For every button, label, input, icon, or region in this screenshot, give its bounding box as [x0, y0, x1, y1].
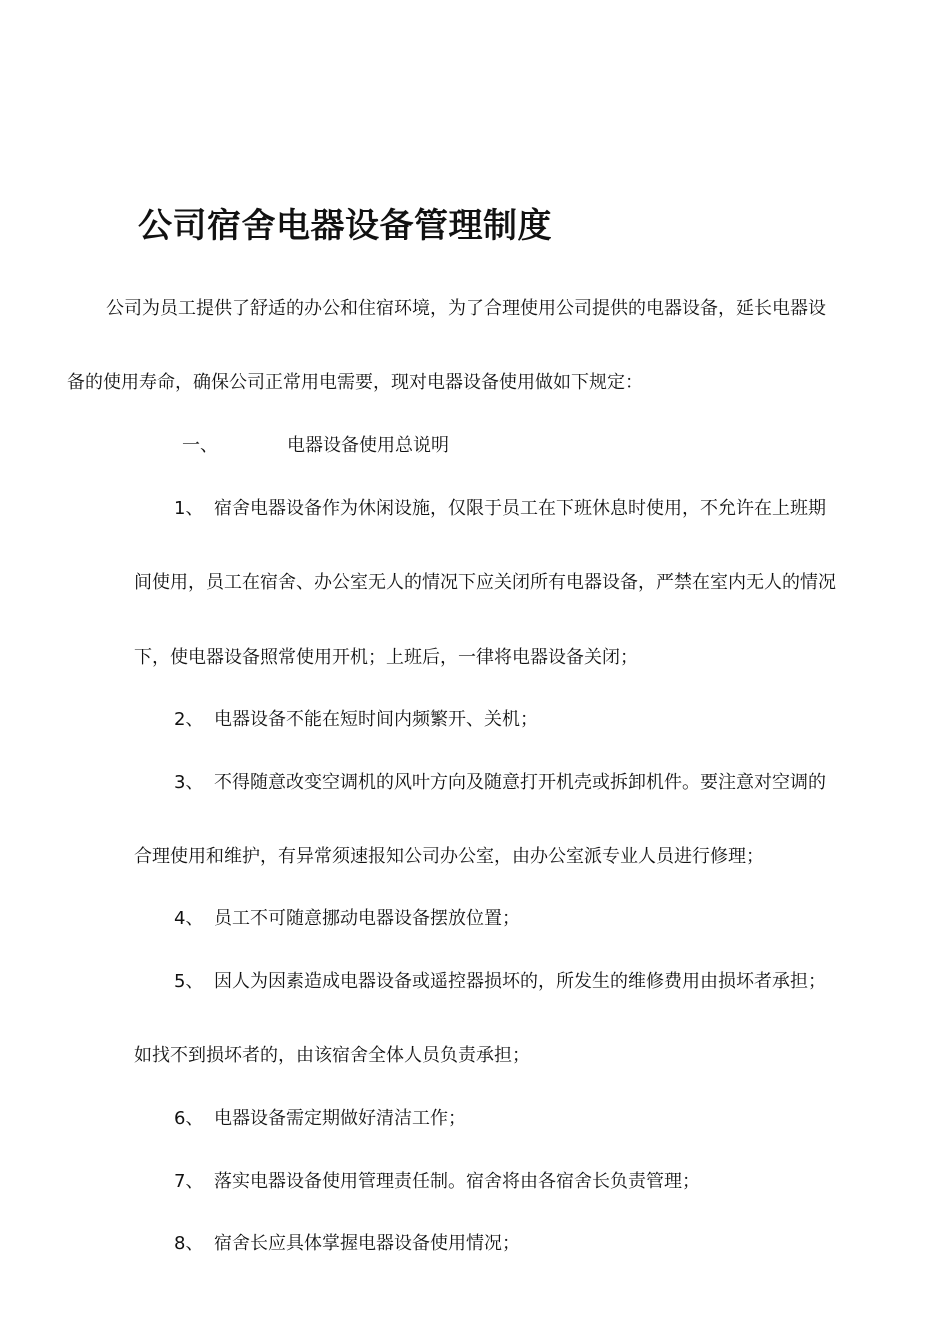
item-number: 3、 [174, 772, 204, 793]
item-line: 电器设备需定期做好清洁工作； [214, 1108, 466, 1129]
item-line: 合理使用和维护，有异常须速报知公司办公室，由办公室派专业人员进行修理； [134, 846, 764, 867]
section-heading: 电器设备使用总说明 [287, 435, 449, 456]
item-number: 8、 [174, 1233, 204, 1254]
item-line: 宿舍长应具体掌握电器设备使用情况； [214, 1233, 520, 1254]
item-line: 电器设备不能在短时间内频繁开、关机； [214, 709, 538, 730]
intro-line-2: 备的使用寿命，确保公司正常用电需要，现对电器设备使用做如下规定： [67, 372, 643, 393]
intro-line-1: 公司为员工提供了舒适的办公和住宿环境，为了合理使用公司提供的电器设备，延长电器设 [106, 298, 826, 319]
item-line: 落实电器设备使用管理责任制。宿舍将由各宿舍长负责管理； [214, 1171, 700, 1192]
item-line: 员工不可随意挪动电器设备摆放位置； [214, 908, 520, 929]
item-line: 间使用，员工在宿舍、办公室无人的情况下应关闭所有电器设备，严禁在室内无人的情况 [134, 572, 836, 593]
item-number: 1、 [174, 498, 204, 519]
item-line: 宿舍电器设备作为休闲设施，仅限于员工在下班休息时使用，不允许在上班期 [214, 498, 826, 519]
document-title: 公司宿舍电器设备管理制度 [138, 206, 552, 246]
item-number: 4、 [174, 908, 204, 929]
item-number: 7、 [174, 1171, 204, 1192]
item-number: 2、 [174, 709, 204, 730]
item-line: 因人为因素造成电器设备或遥控器损坏的，所发生的维修费用由损坏者承担； [214, 971, 826, 992]
section-number: 一、 [182, 435, 218, 456]
item-line: 如找不到损坏者的，由该宿舍全体人员负责承担； [134, 1045, 530, 1066]
item-number: 6、 [174, 1108, 204, 1129]
item-number: 5、 [174, 971, 204, 992]
item-line: 下，使电器设备照常使用开机；上班后，一律将电器设备关闭； [134, 647, 638, 668]
item-line: 不得随意改变空调机的风叶方向及随意打开机壳或拆卸机件。要注意对空调的 [214, 772, 826, 793]
